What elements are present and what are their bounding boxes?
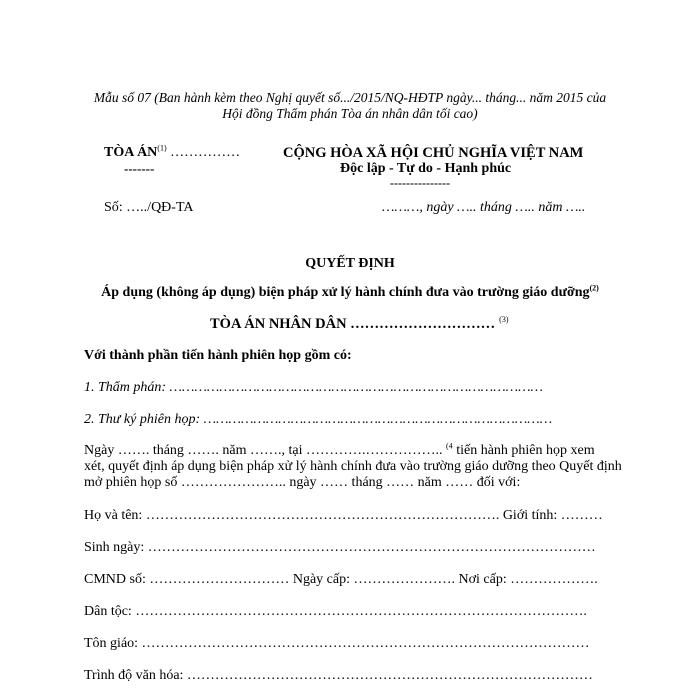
field-name-gender: Họ và tên: …………………………………………………………………. Giới tính: ………: [84, 508, 603, 523]
field-ethnicity: Dân tộc: …………………………………………………………………………………….: [84, 604, 587, 619]
decision-number: Số: …../QĐ-TA: [104, 200, 194, 215]
decision-subtitle-text: Áp dụng (không áp dụng) biện pháp xử lý hành chính đưa vào trường giáo dưỡng: [101, 285, 590, 300]
field-religion: Tôn giáo: ……………………………………………………………………………………: [84, 636, 590, 651]
session-footnote-marker: (4: [446, 441, 453, 451]
session-paragraph-line-3: mở phiên họp số ………………….. ngày …… tháng …… năm …… đối với:: [84, 475, 521, 490]
court-line-footnote-marker: (3): [499, 315, 509, 325]
session-paragraph-line-1: [84, 443, 595, 459]
form-note-line-2: Hội đồng Thẩm phán Tòa án nhân dân tối cao): [222, 106, 478, 121]
judge-line: 1. Thẩm phán: ………………………………………………………………………………: [84, 380, 544, 395]
nation-underline: ---------------: [390, 176, 450, 190]
session-paragraph-line-2: xét, quyết định áp dụng biện pháp xử lý hành chính đưa vào trường giáo dưỡng theo Quyết định: [84, 459, 622, 474]
field-education: Trình độ văn hóa: ……………………………………………………………………………: [84, 668, 593, 683]
decision-subtitle: [0, 285, 700, 301]
session-paragraph-text-a: Ngày ……. tháng ……. năm ……., tại ………….……………..: [84, 443, 447, 458]
court-label: TÒA ÁN: [104, 145, 158, 160]
court-underline: -------: [124, 161, 155, 176]
nation-motto: Độc lập - Tự do - Hạnh phúc: [340, 161, 512, 176]
field-date-of-birth: Sinh ngày: ……………………………………………………………………………………: [84, 540, 596, 555]
form-note-line-1: Mẫu số 07 (Ban hành kèm theo Nghị quyết số.../2015/NQ-HĐTP ngày... tháng... năm 2015 của: [93, 90, 607, 105]
clerk-line: 2. Thư ký phiên họp: …………………………………………………………………………: [84, 412, 553, 427]
court-heading: [104, 145, 240, 161]
court-line-text: TÒA ÁN NHÂN DÂN …………………………: [210, 316, 496, 332]
field-id-card: CMND số: ………………………… Ngày cấp: …………………. Nơi cấp: ……………….: [84, 572, 598, 587]
nation-title: CỘNG HÒA XÃ HỘI CHỦ NGHĨA VIỆT NAM: [283, 145, 584, 161]
court-footnote-marker: (1): [157, 143, 167, 153]
court-line: [210, 316, 509, 333]
session-paragraph-text-b: tiến hành phiên họp xem: [452, 443, 595, 458]
decision-title: QUYẾT ĐỊNH: [305, 256, 395, 271]
composition-heading: Với thành phần tiến hành phiên họp gồm có:: [84, 348, 352, 363]
subtitle-footnote-marker: (2): [589, 283, 599, 293]
court-name-placeholder: ……………: [166, 145, 241, 160]
date-line: ………, ngày ….. tháng ….. năm …..: [382, 200, 586, 215]
